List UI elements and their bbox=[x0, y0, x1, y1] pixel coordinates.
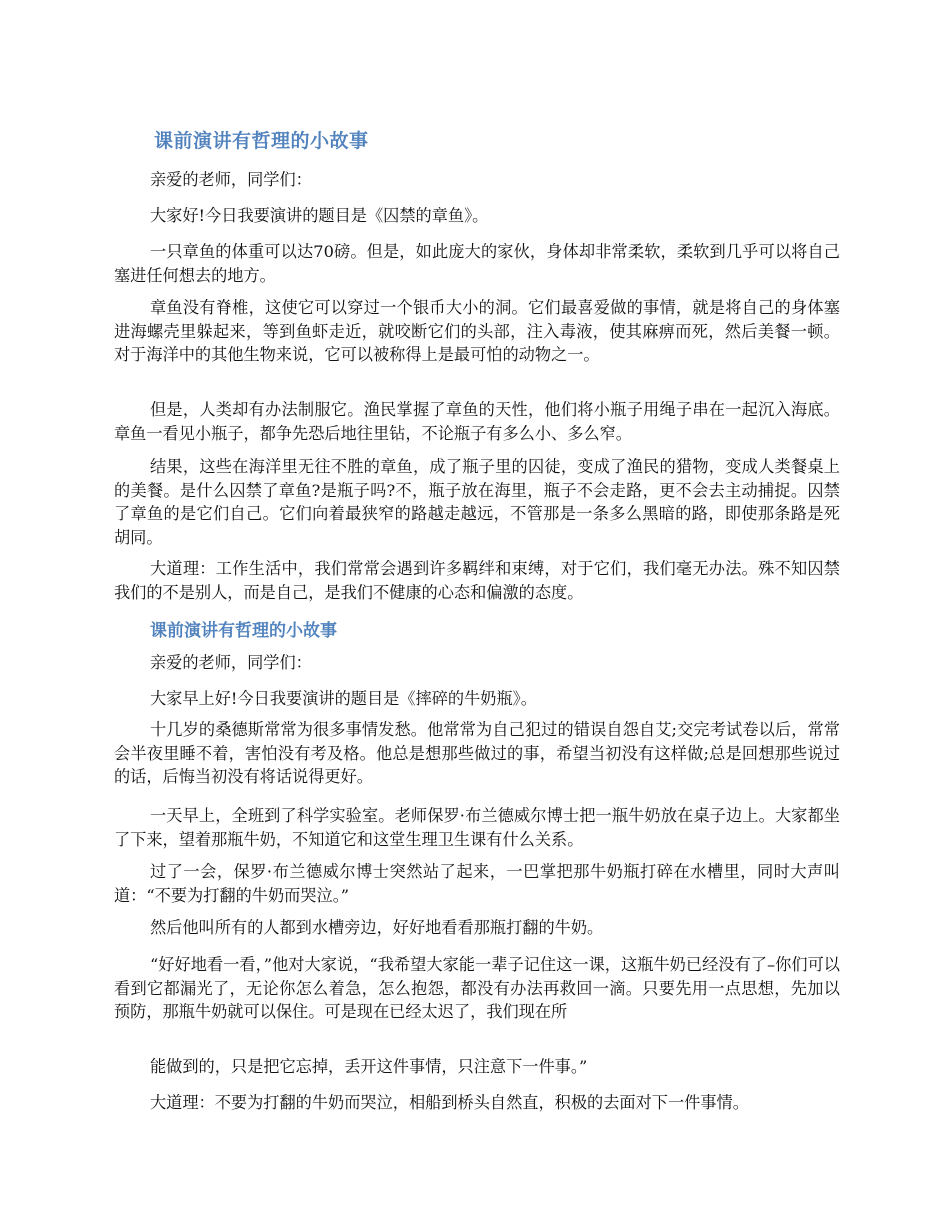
story1-paragraph: 大家好!今日我要演讲的题目是《囚禁的章鱼》。 bbox=[150, 206, 489, 225]
story2-paragraph: 过了一会，保罗·布兰德威尔博士突然站了起来，一巴掌把那牛奶瓶打碎在水槽里，同时大声叫道：“不要为打翻的牛奶而哭泣。” bbox=[114, 862, 840, 905]
story2-paragraph: 亲爱的老师，同学们： bbox=[150, 653, 312, 672]
story1-paragraph: 但是，人类却有办法制服它。渔民掌握了章鱼的天性，他们将小瓶子用绳子串在一起沉入海底。章鱼一看见小瓶子，都争先恐后地往里钻，不论瓶子有多么小、多么窄。 bbox=[114, 400, 840, 443]
story1-paragraph: 结果，这些在海洋里无往不胜的章鱼，成了瓶子里的囚徒，变成了渔民的猎物，变成人类餐桌上的美餐。是什么囚禁了章鱼?是瓶子吗?不，瓶子放在海里，瓶子不会走路，更不会去主动捕捉。囚禁了章鱼的是它们自己。它们向着最狭窄的路越走越远，不管那是一条多么黑暗的路，即使那条路是死胡同。 bbox=[114, 457, 840, 547]
story2-paragraph: 然后他叫所有的人都到水槽旁边，好好地看看那瓶打翻的牛奶。 bbox=[150, 918, 604, 937]
story2-paragraph: 十几岁的桑德斯常常为很多事情发愁。他常常为自己犯过的错误自怨自艾;交完考试卷以后，常常会半夜里睡不着，害怕没有考及格。他总是想那些做过的事，希望当初没有这样做;总是回想那些说过的话，后悔当初没有将话说得更好。 bbox=[114, 720, 840, 786]
story1-paragraph: 一只章鱼的体重可以达70磅。但是，如此庞大的家伙，身体却非常柔软，柔软到几乎可以将自己塞进任何想去的地方。 bbox=[114, 242, 840, 285]
story2-paragraph: 能做到的，只是把它忘掉，丢开这件事情，只注意下一件事。” bbox=[150, 1057, 588, 1076]
story2-paragraph: 一天早上，全班到了科学实验室。老师保罗·布兰德威尔博士把一瓶牛奶放在桌子边上。大家都坐了下来，望着那瓶牛奶，不知道它和这堂生理卫生课有什么关系。 bbox=[114, 806, 840, 849]
story1-paragraph: 章鱼没有脊椎，这使它可以穿过一个银币大小的洞。它们最喜爱做的事情，就是将自己的身体塞进海螺壳里躲起来，等到鱼虾走近，就咬断它们的头部，注入毒液，使其麻痹而死，然后美餐一顿。对于海洋中的其他生物来说，它可以被称得上是最可怕的动物之一。 bbox=[114, 298, 840, 364]
story1-title: 课前演讲有哲理的小故事 bbox=[154, 130, 369, 152]
story2-title: 课前演讲有哲理的小故事 bbox=[150, 621, 337, 641]
story1-paragraph: 大道理：工作生活中，我们常常会遇到许多羁绊和束缚，对于它们，我们毫无办法。殊不知囚禁我们的不是别人，而是自己，是我们不健康的心态和偏激的态度。 bbox=[114, 559, 840, 602]
story2-paragraph: 大道理：不要为打翻的牛奶而哭泣，相船到桥头自然直，积极的去面对下一件事情。 bbox=[150, 1093, 749, 1112]
story2-paragraph: 大家早上好!今日我要演讲的题目是《摔碎的牛奶瓶》。 bbox=[150, 689, 537, 708]
story2-paragraph: “好好地看一看，”他对大家说，“我希望大家能一辈子记住这一课，这瓶牛奶已经没有了–你们可以看到它都漏光了，无论你怎么着急，怎么抱怨，都没有办法再救回一滴。只要先用一点思想，先加以预防，那瓶牛奶就可以保住。可是现在已经太迟了，我们现在所 bbox=[114, 955, 840, 1021]
story1-paragraph: 亲爱的老师，同学们： bbox=[150, 170, 312, 189]
